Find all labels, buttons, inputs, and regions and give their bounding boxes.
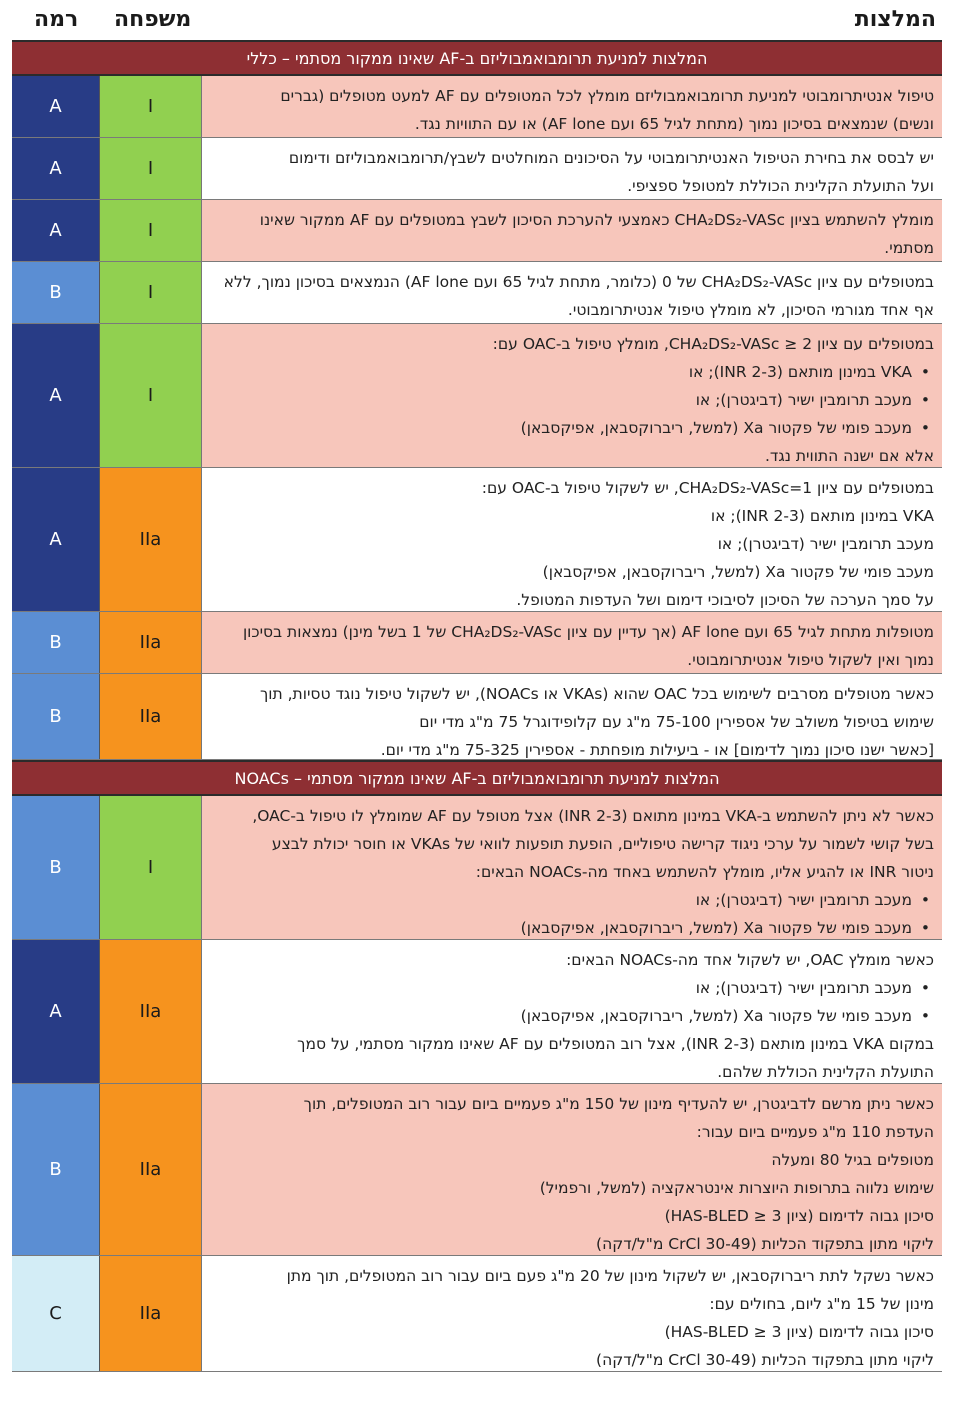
section-header: המלצות למניעת תרומבואמבוליזם ב-AF שאינו ממקור מסתמי – כללי — [12, 40, 942, 76]
text-line: VKA במינון מותאם (INR 2-3); או — [710, 507, 934, 525]
class-cell: IIa — [100, 1084, 202, 1255]
text-line: ונשים) שנמצאים בסיכון נמוך (מתחת לגיל 65 ועם AF lone) או עם התוויות נגד. — [414, 115, 934, 133]
text-line: [כאשר ישנו סיכון נמוך לדימום] או - ביעילות מופחתת - אספירין 75-325 מ"ג מדי יום. — [380, 741, 934, 759]
text-line: ליקוי מתון בתפקוד הכליות (CrCl 30-49 מ"ל/דקה) — [596, 1235, 934, 1253]
table-header — [12, 0, 942, 40]
text-line: התועלת הקלינית הכוללת שלהם. — [717, 1063, 934, 1081]
text-line: נמוך ואין לשקול טיפול אנטיתרומבוטי. — [687, 651, 934, 669]
bullet-item: • מעכב פומי של פקטור Xa (למשל, ריברוקסבאן, אפיקסבאן) — [208, 1002, 934, 1030]
table-row — [12, 1084, 942, 1256]
class-cell: I — [100, 138, 202, 199]
class-cell: I — [100, 262, 202, 323]
text-line: מינון של 15 מ"ג ליום, בחולים עם: — [709, 1295, 934, 1313]
table-row — [12, 262, 942, 324]
level-cell: A — [12, 76, 100, 137]
text-line: טיפול אנטיתרומבוטי למניעת תרומבואמבוליזם מומלץ לכל המטופלים עם AF למעט מטופלים (גברים — [280, 87, 934, 105]
text-line: שימוש נלווה בתרופות היוצרות אינטראקציה (למשל, ורפמיל) — [539, 1179, 934, 1197]
text-line: על סמך הערכה של הסיכון לסיבוכי דימום ושל העדפות המטופל. — [516, 591, 934, 609]
text-line: כאשר מטופלים מסרבים לשימוש בכל OAC שהוא (VKAs או NOACs), יש לשקול טיפול נוגד טסיות, תוך — [259, 685, 934, 703]
bullet-item: • מעכב פומי של פקטור Xa (למשל, ריברוקסבאן, אפיקסבאן) — [208, 414, 934, 442]
level-cell: B — [12, 796, 100, 939]
text-line: מעכב תרומבין ישיר (דביגטרן); או — [717, 535, 934, 553]
table-row — [12, 1256, 942, 1372]
class-cell: I — [100, 76, 202, 137]
text-line: מטופלות מתחת לגיל 65 ועם AF lone (אך עדיין עם ציון CHA₂DS₂-VASc של 1 בשל מינן) נמצאות בסיכון — [242, 623, 934, 641]
header-recommendations: המלצות — [854, 7, 936, 32]
text-line: במטופלים עם ציון CHA₂DS₂-VASc=1, יש לשקול טיפול ב-OAC עם: — [481, 479, 934, 497]
class-cell: I — [100, 796, 202, 939]
bullet-item: • מעכב פומי של פקטור Xa (למשל, ריברוקסבאן, אפיקסבאן) — [208, 914, 934, 939]
text-line: אף אחד מגורמי הסיכון, לא מומלץ טיפול אנטיתרומבוטי. — [567, 301, 934, 319]
recommendation-text — [202, 1256, 942, 1371]
text-line: ליקוי מתון בתפקוד הכליות (CrCl 30-49 מ"ל/דקה) — [596, 1351, 934, 1369]
class-cell: I — [100, 200, 202, 261]
class-cell: IIa — [100, 468, 202, 611]
level-cell: C — [12, 1256, 100, 1371]
class-cell: IIa — [100, 612, 202, 673]
table-row — [12, 468, 942, 612]
table-row — [12, 324, 942, 468]
table-row — [12, 138, 942, 200]
class-cell: IIa — [100, 940, 202, 1083]
text-line: בשל קושי לשמור על ערכי ניגוד קרישה טיפוליים, הופעת תופעות לוואי של VKAs או חוסר יכולת לבצע — [271, 835, 934, 853]
table-row — [12, 612, 942, 674]
recommendation-text — [202, 1084, 942, 1255]
recommendations-table — [12, 0, 942, 1372]
header-level: רמה — [34, 7, 79, 32]
recommendation-text — [202, 76, 942, 137]
text-line: במקום VKA במינון מותאם (INR 2-3), אצל רוב המטופלים עם AF שאינו ממקור מסתמי, על סמך — [297, 1035, 934, 1053]
text-line: מעכב פומי של פקטור Xa (למשל, ריברוקסבאן, אפיקסבאן) — [542, 563, 934, 581]
table-row — [12, 940, 942, 1084]
class-cell: IIa — [100, 674, 202, 759]
table-body — [12, 40, 942, 1372]
recommendation-text — [202, 324, 942, 467]
recommendation-text — [202, 262, 942, 323]
text-line: שימוש בטיפול משולב של אספירין 75-100 מ"ג עם קלופידוגרל 75 מ"ג מדי יום — [419, 713, 934, 731]
level-cell: A — [12, 468, 100, 611]
text-line: מומלץ להשתמש בציון CHA₂DS₂-VASc כאמצעי להערכת הסיכון לשבץ במטופלים עם AF ממקור שאינו — [259, 211, 934, 229]
recommendation-text — [202, 940, 942, 1083]
table-row — [12, 200, 942, 262]
class-cell: IIa — [100, 1256, 202, 1371]
level-cell: B — [12, 1084, 100, 1255]
recommendation-text — [202, 796, 942, 939]
level-cell: B — [12, 612, 100, 673]
bullet-item: • VKA במינון מותאם (INR 2-3); או — [208, 358, 934, 386]
recommendation-text — [202, 612, 942, 673]
text-line: העדפת 110 מ"ג פעמיים ביום עבור: — [696, 1123, 934, 1141]
recommendation-text — [202, 138, 942, 199]
table-row — [12, 76, 942, 138]
bullet-item: • מעכב תרומבין ישיר (דביגטרן); או — [208, 974, 934, 1002]
class-cell: I — [100, 324, 202, 467]
text-line: במטופלים עם ציון CHA₂DS₂-VASc של 0 (כלומר, מתחת לגיל 65 ועם AF lone) הנמצאים בסיכון נמוך, ללא — [223, 273, 934, 291]
text-line: סיכון גבוה לדימום (ציון HAS-BLED ≥ 3) — [664, 1207, 934, 1225]
text-line: ניטור INR או להגיע אליו, מומלץ להשתמש באחד מה-NOACs הבאים: — [475, 863, 934, 881]
text-line: ועל התועלת הקלינית הכוללת למטופל ספציפי. — [627, 177, 934, 195]
recommendation-text — [202, 200, 942, 261]
header-class: משפחה — [114, 7, 192, 32]
text-line: כאשר לא ניתן להשתמש ב-VKA במינון מתואם (INR 2-3) אצל מטופל עם AF שמומלץ לו טיפול ב-OAC, — [252, 807, 934, 825]
level-cell: B — [12, 674, 100, 759]
table-row — [12, 796, 942, 940]
text-line: כאשר נשקל לתת ריברוקסבאן, יש לשקול מינון של 20 מ"ג פעם ביום עבור רוב המטופלים, תוך מתן — [286, 1267, 934, 1285]
text-line: סיכון גבוה לדימום (ציון HAS-BLED ≥ 3) — [664, 1323, 934, 1341]
text-line: אלא אם ישנה התווית נגד. — [764, 447, 934, 465]
level-cell: A — [12, 324, 100, 467]
level-cell: A — [12, 138, 100, 199]
section-header: המלצות למניעת תרומבואמבוליזם ב-AF שאינו ממקור מסתמי – NOACs — [12, 760, 942, 796]
level-cell: B — [12, 262, 100, 323]
text-line: מסתמי. — [884, 239, 934, 257]
recommendation-text — [202, 674, 942, 759]
level-cell: A — [12, 200, 100, 261]
text-line: במטופלים עם ציון CHA₂DS₂-VASc ≥ 2, מומלץ טיפול ב-OAC עם: — [492, 335, 934, 353]
bullet-item: • מעכב תרומבין ישיר (דביגטרן); או — [208, 886, 934, 914]
table-row — [12, 674, 942, 760]
level-cell: A — [12, 940, 100, 1083]
text-line: כאשר ניתן מרשם לדביגטרן, יש להעדיף מינון של 150 מ"ג פעמיים ביום עבור רוב המטופלים, תוך — [303, 1095, 934, 1113]
text-line: כאשר מומלץ OAC, יש לשקול אחד מה-NOACs הבאים: — [566, 951, 934, 969]
recommendation-text — [202, 468, 942, 611]
text-line: מטופלים בגיל 80 ומעלה — [771, 1151, 934, 1169]
bullet-item: • מעכב תרומבין ישיר (דביגטרן); או — [208, 386, 934, 414]
text-line: יש לבסס את בחירת הטיפול האנטיתרומבוטי על הסיכונים המוחלטים לשבץ/תרומבואמבוליזם ודימום — [288, 149, 934, 167]
